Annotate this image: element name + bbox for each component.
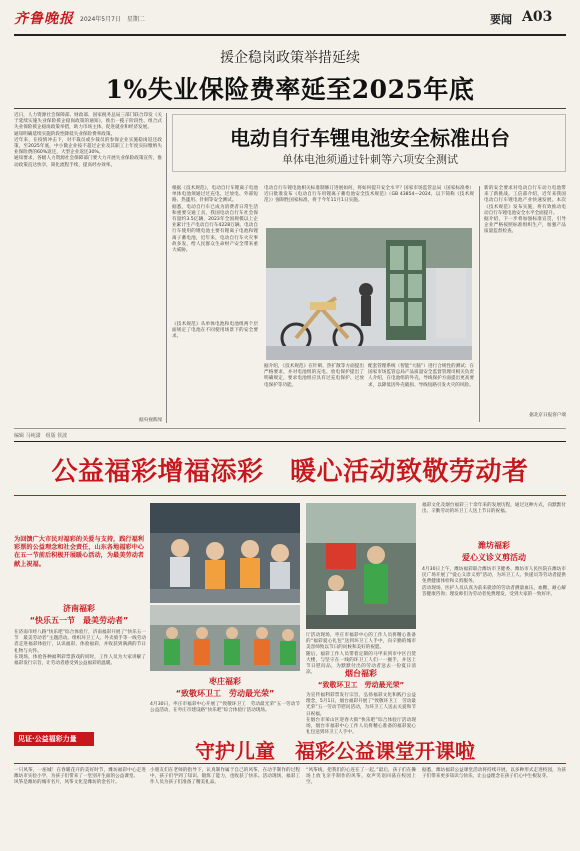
jinan-event-illustration — [150, 503, 300, 603]
jinan-body: 在济南市经八路“快乐吧”综合体验厅，济南福彩开展了“快乐五一节 最美劳动者”主题活动。组织环卫工人、外卖骑手等一线劳动者走进福彩体验厅，认识福彩、体验福彩，并收获到满满的节日礼物与关怀。 在现场，体验各种福利彩票游戏的同时，工作人员为大家讲解了福彩发行宗旨，让劳动者感受到公益福彩的温暖。 — [14, 630, 146, 667]
story3-body-col4-top: 福彩文化及烟台福彩三十余年来的发展历程，通过这种方式，向默默付出、辛勤劳动的环卫工人送上节日的祝福。 — [422, 503, 566, 515]
story2-body-col1: 根据《技术规范》，电动自行车锂离子电池单体电池须通过过充电、过放电、外部短路、热滥用、针刺等安全测试。 据悉，电动自行车已成为消费者日常生活和重要交通工具，我国电动自行车社会保有量约3.5亿辆，2023年全国规模以上企业累计生产电动自行车4228万辆。电动自行车使用的锂电池主要有锂离子电池和锂离子蓄电池，近年来，电动自行车火灾事故多发，给人民群众生命财产安全带来重大威胁。 — [172, 186, 258, 254]
jinan-activity-title: “快乐五一节 最美劳动者” — [29, 616, 129, 625]
yantai-activity-title: “致敬环卫工 劳动最光荣” — [317, 681, 405, 689]
story1-byline: 据央视新闻 — [139, 418, 162, 423]
masthead — [0, 0, 580, 34]
story3-body-col3: 厅活动现场，枣庄市福彩中心的工作人员将精心准备的“福彩爱心礼包”送到环卫工人手中，向辛勤的城市美容师致以节日的问候和美好的祝愿。 随后，福彩工作人员带着定制的马甲来到市中区百货大楼，与坚守在一线的环卫工人们一一握手，并送上节日慰问品，为默默付出的劳动者送去一份夏日清凉。 — [306, 633, 416, 676]
zaozhuang-event-illustration — [150, 605, 300, 671]
story2-headline-box — [172, 114, 566, 172]
brand-stamp — [14, 732, 94, 746]
story2-body-col3b: 据介绍，《技术规范》在针刺、热扩散等方面提出严格要求，并对电池组的充电、放电保护提出了明确规定，要求电池组应具有过充电保护、过放电保护等功能。 — [264, 364, 364, 388]
story4-body-col2: 小朋友们在老师的指导下，认真制作属于自己的风筝，在动手制作的过程中，孩子们学到了知识、锻炼了能力，也收获了快乐。活动现场，福彩工作人员为孩子们准备了精美礼品。 — [150, 768, 300, 786]
editors-rule-bottom — [14, 441, 566, 442]
editors-line: 编辑 马纯潇 组版 侯波 — [14, 433, 68, 439]
jinan-event-photo — [150, 503, 300, 603]
story1-kicker: 援企稳岗政策举措延续 — [220, 50, 360, 66]
yantai-event-illustration — [306, 503, 416, 629]
zaozhuang-activity-title: “致敬环卫工 劳动最光荣” — [175, 689, 275, 698]
jinan-city-label: 济南福彩 — [63, 604, 95, 613]
story2-subhead: 单体电池须通过针刺等六项安全测试 — [282, 153, 458, 166]
story3-headline: 公益福彩增福添彩 暖心活动致敬劳动者 — [51, 457, 529, 487]
page-number: A03 — [522, 9, 553, 25]
weifang-body: 4月30日上午，潍坊福彩联合潍坊市卫健委、潍坊市人民医院在潍坊市民广场开展了“爱心义诊义剪”活动，为环卫工人、快递员等劳动者提供免费健康体检和义剪服务。 活动现场，医护人员认真为前来就诊的劳动者测量血压、血糖，耐心解答健康咨询；理发师们为劳动者免费理发，受到大家的一致好评。 — [422, 567, 566, 597]
editors-rule — [14, 428, 566, 429]
story1-rule — [14, 108, 566, 109]
brand-stamp-text: 见证·公益福彩力量 — [18, 735, 77, 743]
story2-headline: 电动自行车锂电池安全标准出台 — [230, 126, 510, 150]
story1-headline: 1%失业保险费率延至2025年底 — [105, 75, 475, 104]
story4-body-col3: “风筝线，把我们的心连在了一起。”最后，孩子们在操场上放飞亲手制作的风筝，欢声笑语回荡在校园上空。 — [306, 768, 416, 786]
zaozhuang-city-label: 枣庄福彩 — [209, 677, 241, 686]
story4-body-col1: 一只风筝，一座城！在春暖花开的美好时节，潍坊福彩中心走进潍坊市实验小学，为孩子们带来了一堂别开生面的公益课堂。 风筝是潍坊的城市名片，风筝文化是潍坊的金名片。 — [14, 768, 146, 786]
yantai-body: 为宣传福利彩票发行宗旨，弘扬福彩文化和践行公益理念，5月1日，烟台福彩开展了“致敬环卫工 劳动最光荣”五一劳动节慰问活动，为环卫工人送去关爱和节日祝福。 在烟台市莱山区迎春大街“快乐吧”综合体验厅活动现场，烟台市福彩中心工作人员将精心准备的福彩爱心礼包送到环卫工人手中。 — [306, 693, 416, 736]
story4-rule — [14, 763, 566, 764]
story4-headline: 守护儿童 福彩公益课堂开课啦 — [195, 739, 475, 763]
weifang-city-label: 潍坊福彩 — [478, 541, 510, 550]
zaozhuang-event-photo — [150, 605, 300, 671]
ev-battery-illustration — [266, 228, 472, 360]
issue-date: 2024年5月7日 星期二 — [80, 16, 145, 23]
yantai-city-label: 烟台福彩 — [345, 669, 377, 678]
story2-photo-caption: 《技术规范》从单体电池和电池组两个层面规定了电池在不同使用场景下的安全要求。 — [172, 322, 258, 340]
zaozhuang-body: 4月30日，枣庄市福彩中心开展了“致敬环卫工 劳动最光荣”五一劳动节公益活动，在枣庄市建设路“快乐吧”综合体验厅活动现场。 — [150, 702, 300, 714]
story1-body: 近日，人力资源社会保障部、财政部、国家税务总局三部门联合印发《关于延续实施失业保险援企稳岗政策的通知》，推出一揽子阶段性、组合式失业保险援企稳岗政策举措，助力市场主体、促进就业和经济发展。 通知明确延续实施阶段性降低失业保险费率政策。 近年来，在疫情冲击下，对不裁员或少裁员的参保企业实施稳岗返还政策，至2025年底，中小微企业按不超过企业及其职工上年度实际缴纳失业保险费的60%返还，大型企业返还30%。 通知要求，各级人力资源社会保障部门要大力开展失业保险政策宣传，推动政策直达快享，简化流程手续，提高经办效率。 — [14, 113, 162, 168]
story3-deck: 为回馈广大市民对福彩的关爱与支持，践行福利彩票的公益理念和社会责任，山东各地福彩中心在五一节前后积极开展暖心活动，为最美劳动者献上祝福。 — [14, 536, 144, 568]
story2-byline: 据北京日报客户端 — [529, 413, 566, 418]
yantai-event-photo — [306, 503, 416, 629]
story4-body-col4: 据悉，潍坊福彩公益课堂活动将持续开展，以多种形式走进校园，为孩子们带来更多知识与快乐，让公益理念在孩子们心中生根发芽。 — [422, 768, 566, 780]
newspaper-logo: 齐鲁晚报 — [14, 11, 74, 27]
weifang-activity-title: 爱心义诊义剪活动 — [462, 553, 526, 562]
story2-intro: 电动自行车锂电池相关标准制修订进展如何，将如何提升安全水平？国家市场监管总局（国家标准委）近日批准发布《电动自行车用锂离子蓄电池安全技术规范》（GB 43854—2024，以下简称《技术规范》）强制性国家标准，将于今年11月1日实施。 — [264, 186, 474, 204]
section-name: 要闻 — [490, 13, 512, 26]
ev-battery-photo — [266, 228, 472, 360]
story2-body-col3: 配套管理系统（智能“大脑”）进行合规性的测试；在国家市场监管总局产品质量安全监督管理司相关负责人介绍，在电池组的外壳、导线保护方面提出更高要求，以降低因外壳破损、导线短路引发火灾的风险。 — [368, 364, 474, 388]
story2-body-col4: 新的安全要求对电动自行车动力电池带来了新挑战。工信部介绍，近年来我国电动自行车锂电池产业快速发展。本次《技术规范》发布实施，将有效推动电动自行车锂电池安全水平全面提升。 据介绍，下一步将加强标准宣贯，引导企业严格按照标准组织生产，加强产品质量监督检查。 — [484, 186, 566, 235]
masthead-rule — [14, 34, 566, 36]
story1-column-divider — [166, 113, 167, 423]
story3-rule — [14, 495, 566, 496]
story2-column-divider — [479, 186, 480, 422]
